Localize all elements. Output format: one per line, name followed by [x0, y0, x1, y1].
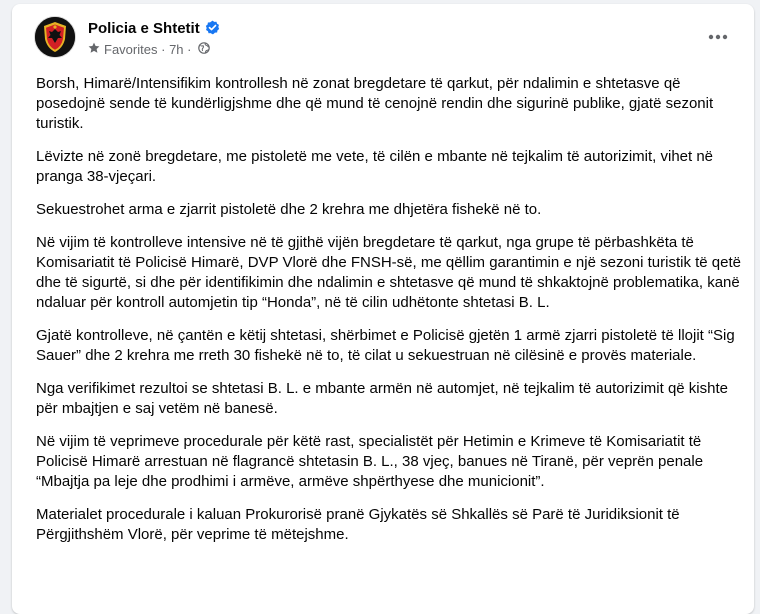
star-icon	[88, 42, 100, 57]
post-paragraph: Në vijim të kontrolleve intensive në të gjithë vijën bregdetare të qarkut, nga grupe të përbashkëta të Komisariatit të Policisë Himarë, DVP Vlorë dhe FNSH-së, me qëllim garantimin e një sezoni turistik të qetë dhe të sigurtë, si dhe për identifikimin dhe ndalimin e shtetasve që mund të shkaktojnë problematika, kanë ndaluar për kontroll automjetin tip “Honda”, në të cilin udhëtonte shtetasi B. L.	[36, 234, 741, 311]
post-meta	[88, 41, 210, 57]
post-paragraph: Sekuestrohet arma e zjarrit pistoletë dhe 2 krehra me dhjetëra fishekë në to.	[36, 201, 542, 218]
post-paragraph: Lëvizte në zonë bregdetare, me pistoletë me vete, të cilën e mbante në tejkalim të autorizimit, vihet në pranga 38-vjeçari.	[36, 148, 714, 185]
verified-badge-icon	[205, 20, 220, 39]
page-name-link[interactable]	[88, 20, 220, 39]
post-paragraph: Gjatë kontrolleve, në çantën e këtij shtetasi, shërbimet e Policisë gjetën 1 armë zjarri pistoletë të llojit “Sig Sauer” dhe 2 krehra me rreth 30 fishekë në to, të cilat u sekuestruan në cilësinë e provës materiale.	[36, 327, 735, 364]
page-avatar[interactable]	[34, 16, 76, 58]
post-time[interactable]: 7h	[169, 42, 184, 58]
audience-label[interactable]: Favorites	[104, 42, 158, 58]
more-horizontal-icon	[708, 27, 728, 45]
globe-icon	[198, 42, 210, 57]
more-options-button[interactable]	[700, 18, 736, 54]
meta-separator-2: ·	[187, 42, 192, 58]
post-card	[12, 4, 754, 614]
post-header	[24, 16, 742, 64]
post-paragraph: Borsh, Himarë/Intensifikim kontrollesh në zonat bregdetare të qarkut, për ndalimin e shtetasve që posedojnë sende të kundërligjshme dhe që mund të cenojnë rendin dhe sigurinë publike, gjatë sezonit turistik.	[36, 75, 714, 132]
police-emblem-icon	[35, 17, 75, 57]
post-paragraph: Në vijim të veprimeve procedurale për këtë rast, specialistët për Hetimin e Krimeve të Komisariatit të Policisë Himarë arrestuan në flagrancë shtetasin B. L., 38 vjeç, banues në Tiranë, për veprën penale “Mbajtja pa leje dhe prodhimi i armëve, armëve shpërthyese dhe municionit”.	[36, 433, 704, 490]
post-paragraph: Nga verifikimet rezultoi se shtetasi B. L. e mbante armën në automjet, në tejkalim të autorizimit që kishte për mbajtjen e saj vetëm në banesë.	[36, 380, 728, 417]
page-name[interactable]: Policia e Shtetit	[88, 20, 200, 37]
meta-separator: ·	[161, 42, 166, 58]
post-paragraph: Materialet procedurale i kaluan Prokurorisë pranë Gjykatës së Shkallës së Parë të Juridiksionit të Përgjithshëm Vlorë, për veprime të mëtejshme.	[36, 506, 680, 543]
post-body	[36, 74, 752, 558]
